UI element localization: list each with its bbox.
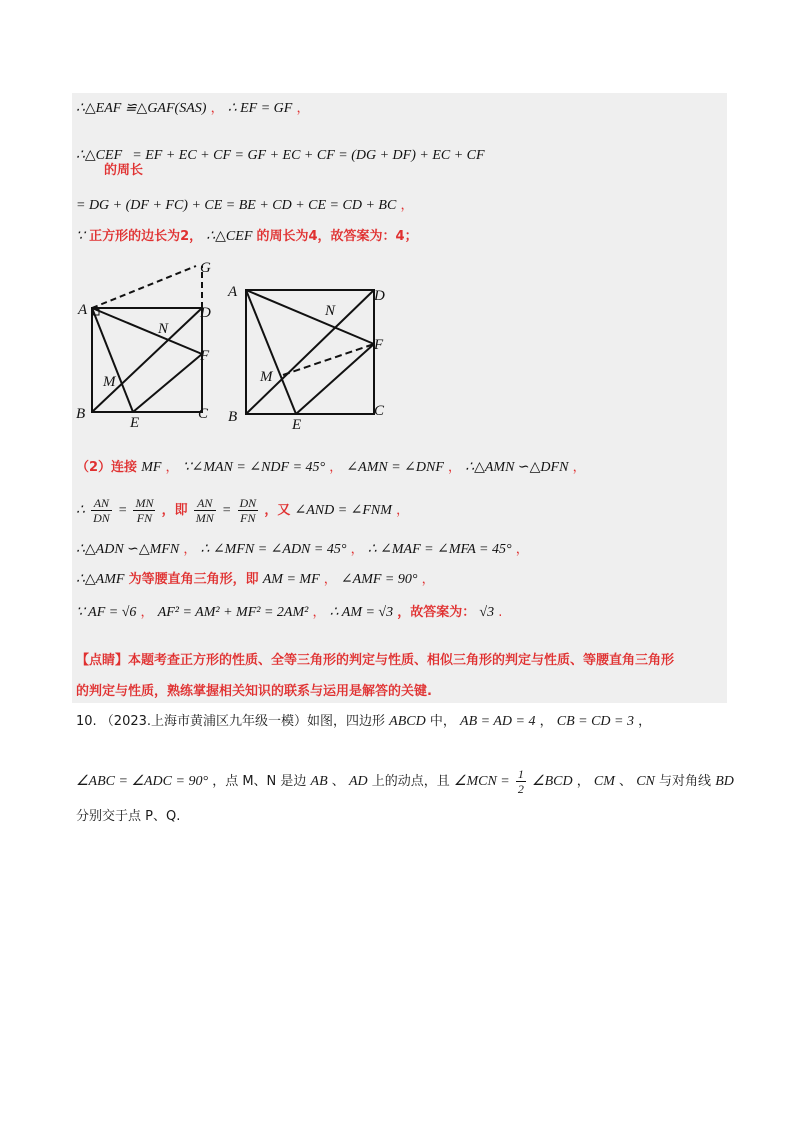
therefore-symbol: ∴ xyxy=(76,503,85,518)
triangle-cef: ∴△CEF xyxy=(206,229,253,244)
figure-right xyxy=(224,274,392,434)
diagonal-bd: BD xyxy=(715,774,734,789)
angle-amn-dnf: ∠AMN = ∠DNF xyxy=(346,460,444,475)
angle-mcn: ∠MCN = xyxy=(453,774,510,789)
am-value: ∴ AM = √3 xyxy=(329,605,394,620)
separator: ， xyxy=(165,460,179,475)
ef-equals-gf: ∴ EF = GF xyxy=(227,101,293,116)
fraction-den: FN xyxy=(136,511,153,525)
connect-text: （2）连接 xyxy=(76,460,138,475)
segment-mf-dashed xyxy=(283,344,374,375)
solution-line-7 xyxy=(76,541,529,559)
segment-cm: CM xyxy=(593,774,615,789)
cb-cd-value: CB = CD = 3 xyxy=(556,714,634,729)
label-g: G xyxy=(200,260,211,276)
solution-line-3 xyxy=(76,197,413,215)
problem-10-intro: 10. （2023.上海市黄浦区九年级一模）如图，四边形 xyxy=(76,714,386,729)
angle-equality: ∵∠MAN = ∠NDF = 45° xyxy=(182,460,326,475)
angle-amf: ∠AMF = 90° xyxy=(340,572,418,587)
problem-10-line-1 xyxy=(76,710,651,734)
separator: ， xyxy=(638,714,652,729)
answer-value: √3 xyxy=(479,605,495,620)
fraction-den: MN xyxy=(195,511,214,525)
moving-points-text: ，点 M、N 是边 xyxy=(212,774,307,789)
label-c: C xyxy=(374,403,385,419)
also-text: ，又 xyxy=(264,503,291,518)
separator: ， xyxy=(421,572,435,587)
equals-sign: = xyxy=(221,503,232,518)
af-value: ∵ AF = √6 xyxy=(76,605,137,620)
label-d: D xyxy=(374,288,385,304)
label-c: C xyxy=(198,406,209,422)
namely-text: ，即 xyxy=(161,503,188,518)
separator: ， xyxy=(183,542,197,557)
similar-triangles-1: ∴△AMN ∽△DFN xyxy=(465,460,569,475)
triangle-amf: ∴△AMF xyxy=(76,572,125,587)
label-a: A xyxy=(78,302,88,318)
fraction-num: MN xyxy=(135,496,154,510)
label-m: M xyxy=(103,374,116,390)
separator: ， xyxy=(515,542,529,557)
diagonal-bd xyxy=(92,308,202,412)
fraction-num: 1 xyxy=(517,767,524,781)
diagonal-bd xyxy=(246,290,374,414)
perimeter-label: 的周长 xyxy=(104,163,144,178)
solution-line-4 xyxy=(76,228,418,246)
solution-line-5 xyxy=(76,459,586,477)
angle-maf: ∴ ∠MAF = ∠MFA = 45° xyxy=(367,542,512,557)
label-n: N xyxy=(325,303,336,319)
triangle-cef: ∴△CEF xyxy=(76,148,123,163)
because-symbol: ∵ xyxy=(76,229,85,244)
fraction-dn-fn xyxy=(238,496,259,525)
label-e: E xyxy=(292,417,302,433)
angle-and-fnm: ∠AND = ∠FNM xyxy=(294,503,392,518)
angle-mfn: ∴ ∠MFN = ∠ADN = 45° xyxy=(200,542,347,557)
separator: 、 xyxy=(619,774,633,789)
segment-cn: CN xyxy=(636,774,655,789)
separator: ， xyxy=(210,101,224,116)
condition-text: 上的动点，且 xyxy=(371,774,450,789)
diagonal-text: 与对角线 xyxy=(659,774,712,789)
fraction-num: AN xyxy=(91,496,112,511)
congruence-statement: ∴△EAF ≌△GAF(SAS) xyxy=(76,101,207,116)
equals-sign: = xyxy=(117,503,128,518)
separator: ， xyxy=(350,542,364,557)
fraction-den: DN xyxy=(93,511,110,525)
similar-triangles-2: ∴△ADN ∽△MFN xyxy=(76,542,180,557)
segment-af xyxy=(92,308,202,354)
fraction-an-mn xyxy=(194,496,216,525)
label-b: B xyxy=(76,406,86,422)
separator: ， xyxy=(400,198,414,213)
separator: ， xyxy=(140,605,154,620)
pythagorean: AF² = AM² + MF² = 2AM² xyxy=(157,605,309,620)
problem-10-line-3: 分别交于点 P、Q. xyxy=(76,809,181,824)
fraction-den: FN xyxy=(240,511,256,525)
label-m: M xyxy=(260,369,273,385)
comment-line-1: 【点睛】本题考查正方形的性质、全等三角形的判定与性质、相似三角形的判定与性质、等腰直角三角形 xyxy=(76,653,675,668)
separator: ， xyxy=(572,460,586,475)
segment-ag-dashed xyxy=(92,266,196,308)
perimeter-expression: = EF + EC + CF = GF + EC + CF = (DG + DF) + EC + CF xyxy=(132,148,485,163)
separator: ， xyxy=(539,714,553,729)
quad-abcd: ABCD xyxy=(389,714,426,729)
solution-line-1 xyxy=(76,100,310,118)
fraction-den: 2 xyxy=(517,782,524,796)
side-ab: AB xyxy=(310,774,328,789)
label-f: F xyxy=(200,348,210,364)
side-ad: AD xyxy=(348,774,368,789)
label-f: F xyxy=(374,337,384,353)
separator: 中， xyxy=(429,714,456,729)
right-angles: ∠ABC = ∠ADC = 90° xyxy=(76,774,209,789)
answer-text-1: 的周长为4，故答案为：4； xyxy=(256,229,418,244)
angle-bcd: ∠BCD xyxy=(532,774,573,789)
separator: ， xyxy=(396,503,410,518)
solution-line-6 xyxy=(76,495,409,527)
side-length-text: 正方形的边长为2， xyxy=(89,229,203,244)
fraction-num: AN xyxy=(194,496,216,511)
label-b: B xyxy=(228,409,238,425)
fraction-mn-fn xyxy=(133,496,155,525)
separator: ， xyxy=(296,101,310,116)
problem-10-line-2 xyxy=(76,766,734,798)
fraction-one-half xyxy=(516,767,526,796)
separator: 、 xyxy=(331,774,345,789)
isosceles-text: 为等腰直角三角形，即 xyxy=(128,572,259,587)
segment-mf: MF xyxy=(141,460,162,475)
separator: ， xyxy=(323,572,337,587)
solution-line-8 xyxy=(76,571,435,589)
label-a: A xyxy=(228,284,238,300)
comment-line-2: 的判定与性质，熟练掌握相关知识的联系与运用是解答的关键. xyxy=(76,684,432,699)
am-equals-mf: AM = MF xyxy=(262,572,320,587)
label-e: E xyxy=(130,415,140,431)
separator: ， xyxy=(312,605,326,620)
ab-ad-value: AB = AD = 4 xyxy=(460,714,536,729)
separator: . xyxy=(498,605,503,620)
separator: ， xyxy=(576,774,590,789)
label-d: D xyxy=(200,305,211,321)
perimeter-simplification: = DG + (DF + FC) + CE = BE + CD + CE = CD + BC xyxy=(76,198,397,213)
separator: ， xyxy=(329,460,343,475)
label-n: N xyxy=(158,321,169,337)
answer-text-2: ，故答案为： xyxy=(397,605,476,620)
fraction-num: DN xyxy=(239,496,257,510)
fraction-an-dn xyxy=(91,496,112,525)
separator: ， xyxy=(448,460,462,475)
solution-line-9 xyxy=(76,604,502,622)
figure-left xyxy=(72,256,222,434)
